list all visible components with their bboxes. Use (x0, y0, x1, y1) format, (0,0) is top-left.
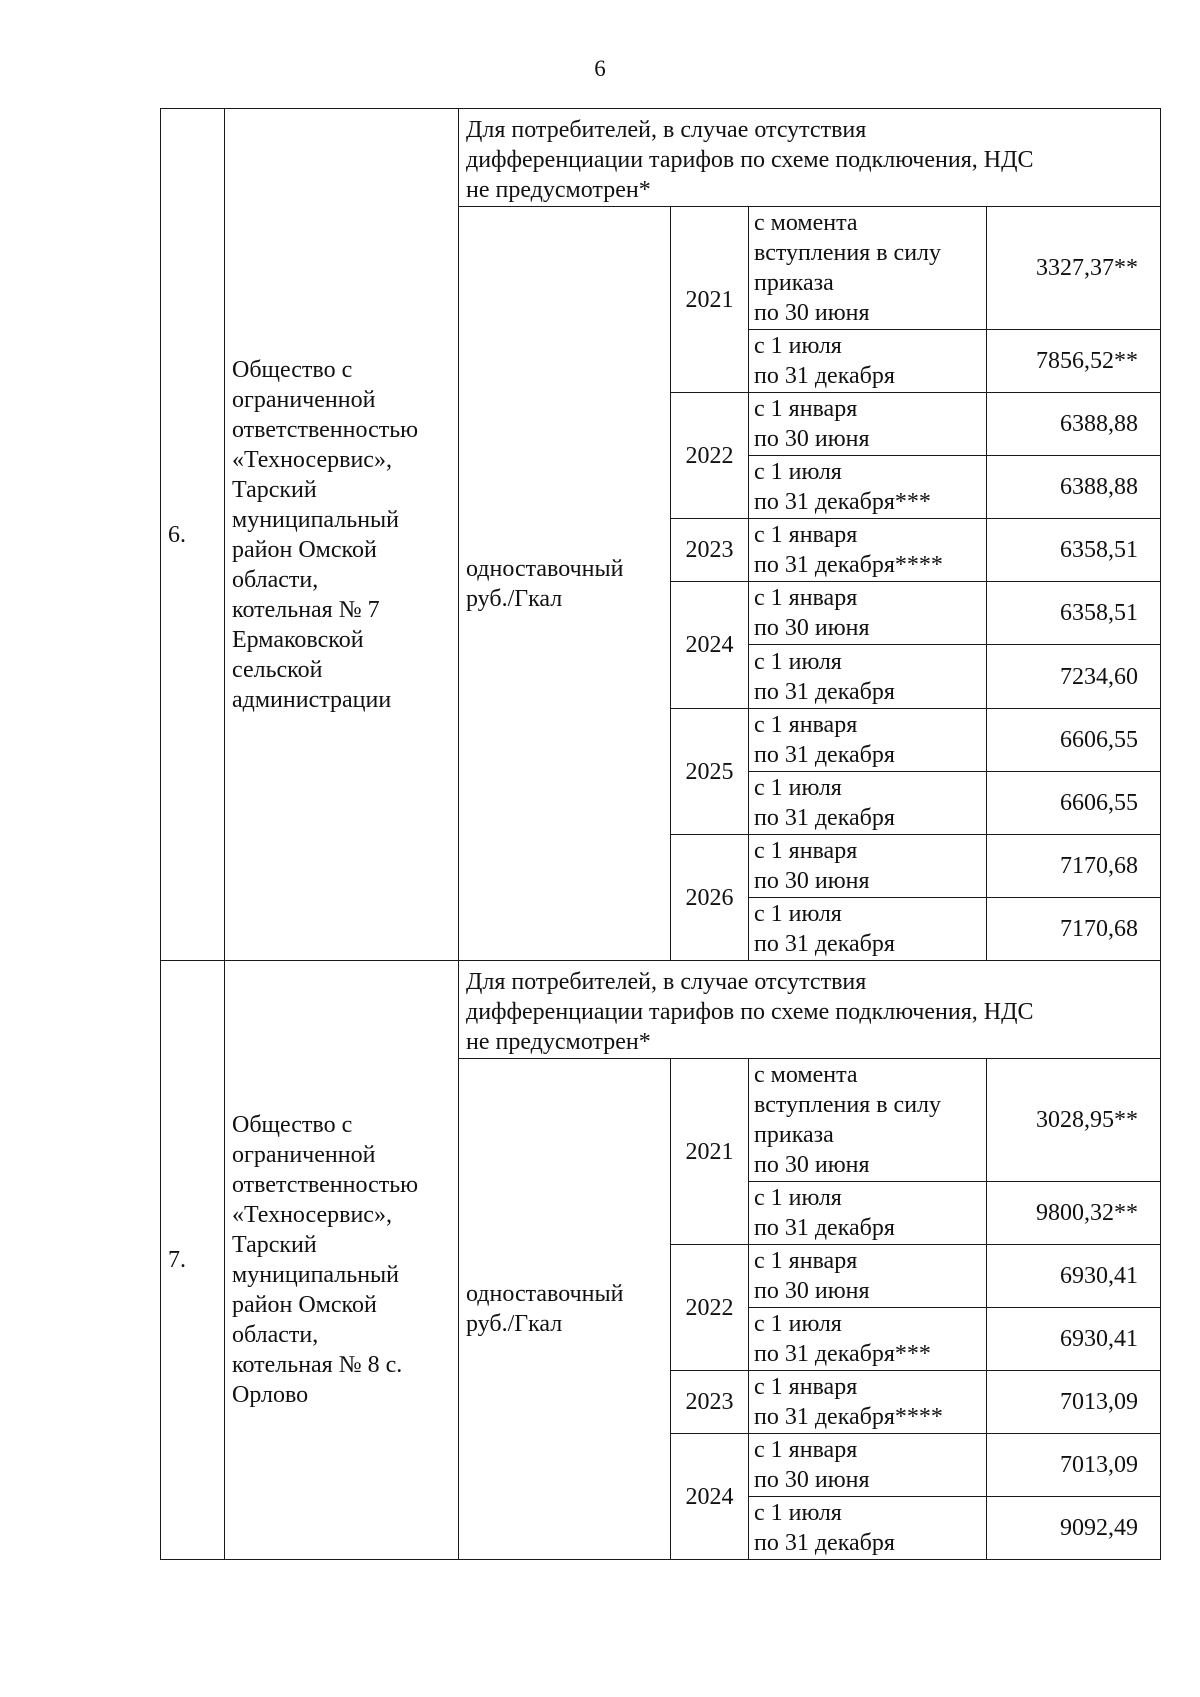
tariff-year: 2024 (671, 582, 749, 709)
tariff-period-line: с 1 января (754, 585, 858, 611)
organization-line: «Техносервис», (232, 446, 392, 473)
tariff-period-line: с 1 июля (754, 1311, 842, 1337)
tariff-period-line: с 1 июля (754, 775, 842, 801)
consumer-header (459, 961, 1161, 1059)
tariff-period-line: с момента (754, 1062, 858, 1088)
tariff-value: 7170,68 (987, 898, 1161, 961)
organization-line: район Омской (232, 1292, 377, 1318)
organization-line: сельской (232, 656, 323, 683)
tariff-value: 7234,60 (987, 645, 1161, 709)
organization-line: области, (232, 566, 319, 593)
tariff-year: 2024 (671, 1434, 749, 1560)
tariff-type-line: одноставочный (466, 555, 624, 582)
tariff-period-line: по 30 июня (754, 1278, 870, 1304)
tariff-period-line: по 31 декабря**** (754, 552, 943, 578)
tariff-value: 9800,32** (987, 1182, 1161, 1245)
consumer-header (459, 109, 1161, 207)
organization-line: ограниченной (232, 1142, 376, 1168)
tariff-period (749, 1497, 987, 1560)
organization-line: Орлово (232, 1382, 309, 1408)
organization-name (225, 109, 459, 961)
tariff-period-line: по 30 июня (754, 1152, 870, 1178)
tariff-year: 2022 (671, 393, 749, 519)
organization-line: Общество с (232, 356, 353, 383)
tariff-value: 3028,95** (987, 1059, 1161, 1182)
organization-line: котельная № 7 (232, 596, 380, 623)
tariff-value: 6388,88 (987, 393, 1161, 456)
tariff-period-line: с 1 июля (754, 1185, 842, 1211)
tariff-period-line: с 1 января (754, 522, 858, 548)
tariff-period-line: по 31 декабря (754, 678, 895, 705)
tariff-value: 7013,09 (987, 1371, 1161, 1434)
consumer-header-line: не предусмотрен* (466, 177, 651, 203)
tariff-period-line: по 31 декабря (754, 742, 895, 768)
consumer-header-line: Для потребителей, в случае отсутствия (466, 969, 867, 995)
tariff-period (749, 772, 987, 835)
organization-line: котельная № 8 с. (232, 1352, 403, 1378)
tariff-year: 2021 (671, 1059, 749, 1245)
consumer-header-line: не предусмотрен* (466, 1029, 651, 1055)
tariff-period (749, 582, 987, 645)
tariff-value: 6930,41 (987, 1308, 1161, 1371)
tariff-value: 7856,52** (987, 330, 1161, 393)
tariff-type (459, 207, 671, 961)
tariff-period-line: с 1 января (754, 1248, 858, 1274)
tariff-period (749, 1371, 987, 1434)
tariff-value: 6388,88 (987, 456, 1161, 519)
tariff-period-line: по 31 декабря*** (754, 489, 931, 515)
tariff-period-line: с 1 июля (754, 459, 842, 485)
entry-header-row (161, 961, 1161, 1059)
tariff-year: 2026 (671, 835, 749, 961)
organization-line: Ермаковской (232, 626, 364, 653)
tariff-type-line: руб./Гкал (466, 585, 563, 612)
tariff-value: 6606,55 (987, 709, 1161, 772)
tariff-year: 2022 (671, 1245, 749, 1371)
tariff-period (749, 898, 987, 961)
organization-name (225, 961, 459, 1560)
tariff-period-line: по 31 декабря (754, 1530, 895, 1556)
tariff-period-line: приказа (754, 1122, 834, 1148)
tariff-value: 7013,09 (987, 1434, 1161, 1497)
tariff-period-line: с 1 января (754, 396, 858, 422)
tariff-year: 2023 (671, 519, 749, 582)
tariff-period-line: по 31 декабря (754, 805, 895, 831)
tariff-year: 2023 (671, 1371, 749, 1434)
tariff-type-line: одноставочный (466, 1281, 624, 1307)
tariff-period-line: по 31 декабря (754, 1215, 895, 1241)
tariff-period (749, 330, 987, 393)
tariff-period (749, 456, 987, 519)
tariff-value: 6358,51 (987, 582, 1161, 645)
tariff-period-line: по 30 июня (754, 300, 870, 326)
entry-number: 7. (161, 961, 225, 1560)
tariff-type (459, 1059, 671, 1560)
tariff-period-line: по 30 июня (754, 868, 870, 894)
tariff-period-line: с 1 января (754, 1374, 858, 1400)
tariff-value: 6606,55 (987, 772, 1161, 835)
tariff-period-line: с момента (754, 210, 858, 236)
tariff-period-line: по 30 июня (754, 426, 870, 452)
tariff-period (749, 1245, 987, 1308)
tariff-period-line: приказа (754, 270, 834, 296)
tariff-period (749, 1182, 987, 1245)
organization-line: Тарский (232, 476, 317, 503)
entry-header-row (161, 109, 1161, 207)
organization-line: муниципальный (232, 1262, 400, 1288)
tariff-period (749, 207, 987, 330)
tariff-period-line: по 31 декабря (754, 931, 895, 957)
tariff-period-line: по 30 июня (754, 615, 870, 641)
tariff-year: 2025 (671, 709, 749, 835)
organization-line: Общество с (232, 1112, 353, 1138)
organization-line: ответственностью (232, 416, 419, 443)
organization-line: администрации (232, 686, 392, 713)
tariff-period-line: вступления в силу (754, 1092, 942, 1118)
organization-line: муниципальный (232, 506, 400, 533)
tariff-period-line: с 1 января (754, 838, 858, 864)
tariff-value: 9092,49 (987, 1497, 1161, 1560)
tariff-period (749, 709, 987, 772)
tariff-period (749, 1434, 987, 1497)
tariff-period (749, 393, 987, 456)
tariff-period-line: с 1 января (754, 1437, 858, 1463)
consumer-header-line: Для потребителей, в случае отсутствия (466, 117, 867, 143)
organization-line: ограниченной (232, 386, 376, 413)
tariff-year: 2021 (671, 207, 749, 393)
organization-line: ответственностью (232, 1172, 419, 1198)
tariff-period-line: с 1 июля (754, 901, 842, 927)
tariff-period (749, 835, 987, 898)
tariff-period (749, 1059, 987, 1182)
tariff-value: 6930,41 (987, 1245, 1161, 1308)
tariff-period-line: по 31 декабря**** (754, 1404, 943, 1430)
organization-line: «Техносервис», (232, 1202, 392, 1228)
tariff-period-line: по 31 декабря*** (754, 1341, 931, 1367)
organization-line: Тарский (232, 1232, 317, 1258)
tariff-period-line: с 1 июля (754, 333, 842, 359)
organization-line: области, (232, 1322, 319, 1348)
tariff-type-line: руб./Гкал (466, 1311, 563, 1337)
tariff-period-line: по 31 декабря (754, 363, 895, 389)
tariff-period (749, 645, 987, 709)
tariff-period-line: вступления в силу (754, 240, 942, 266)
tariff-period-line: с 1 июля (754, 648, 842, 675)
tariff-period (749, 1308, 987, 1371)
tariff-period-line: с 1 июля (754, 1500, 842, 1526)
tariff-table-body (161, 109, 1161, 1560)
consumer-header-line: дифференциации тарифов по схеме подключения, НДС (466, 999, 1034, 1025)
tariff-table (160, 108, 1161, 1560)
tariff-value: 3327,37** (987, 207, 1161, 330)
tariff-period-line: по 30 июня (754, 1467, 870, 1493)
consumer-header-line: дифференциации тарифов по схеме подключения, НДС (466, 147, 1034, 173)
tariff-period (749, 519, 987, 582)
tariff-value: 6358,51 (987, 519, 1161, 582)
tariff-value: 7170,68 (987, 835, 1161, 898)
page-number: 6 (594, 56, 606, 81)
organization-line: район Омской (232, 536, 377, 563)
tariff-period-line: с 1 января (754, 712, 858, 738)
entry-number: 6. (161, 109, 225, 961)
